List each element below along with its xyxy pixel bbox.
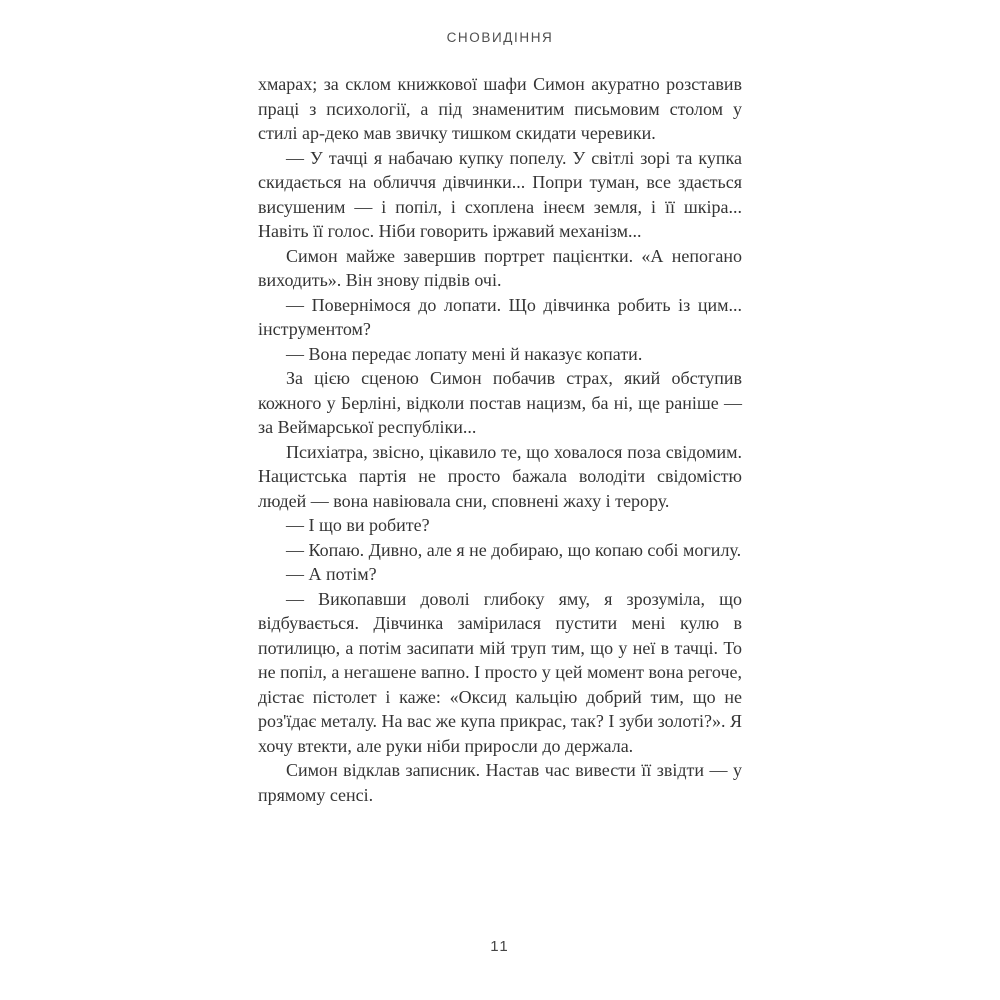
page-number: 11 [490,938,510,955]
running-head: СНОВИДІННЯ [446,30,554,45]
text-block [258,72,742,807]
paragraph: — А потім? [286,564,377,584]
paragraph: — Викопавши доволі глибоку яму, я зрозуміла, що відбувається. Дівчинка замірилася пустити мені кулю в потилицю, а потім засипати мій труп тим, що у неї в тачці. То не попіл, а негашене вапно. І просто у цей момент вона регоче, дістає пістолет і каже: «Оксид кальцію добрий тим, що не роз'їдає металу. На вас же купа прикрас, так? І зуби золоті?». Я хочу втекти, але руки ніби приросли до держала. [258,588,743,756]
paragraph: — Повернімося до лопати. Що дівчинка робить із цим... інструментом? [258,294,742,339]
paragraph: — У тачці я набачаю купку попелу. У світлі зорі та купка скидається на обличчя дівчинки... Попри туман, все здається висушеним — і попіл, і схоплена інеєм земля, і її шкіра... Навіть її голос. Ніби говорить іржавий механізм... [258,147,742,241]
paragraph: За цією сценою Симон побачив страх, який обступив кожного у Берліні, відколи постав нацизм, ба ні, ще раніше — за Веймарської республіки... [258,368,742,437]
paragraph: — Вона передає лопату мені й наказує копати. [286,343,643,364]
paragraph: Симон відклав записник. Настав час вивести її звідти — у прямому сенсі. [258,760,742,805]
paragraph: Симон майже завершив портрет пацієнтки. «А непогано виходить». Він знову підвів очі. [258,245,742,290]
paragraph: Психіатра, звісно, цікавило те, що ховалося поза свідомим. Нацистська партія не просто бажала володіти свідомістю людей — вона навіювала сни, сповнені жаху і терору. [258,441,742,511]
paragraph: хмарах; за склом книжкової шафи Симон акуратно розставив праці з психології, а під знаменитим письмовим столом у стилі ар-деко мав звичку тишком скидати черевики. [258,74,742,143]
paragraph: — І що ви робите? [286,515,430,535]
paragraph: — Копаю. Дивно, але я не добираю, що копаю собі могилу. [286,539,742,560]
